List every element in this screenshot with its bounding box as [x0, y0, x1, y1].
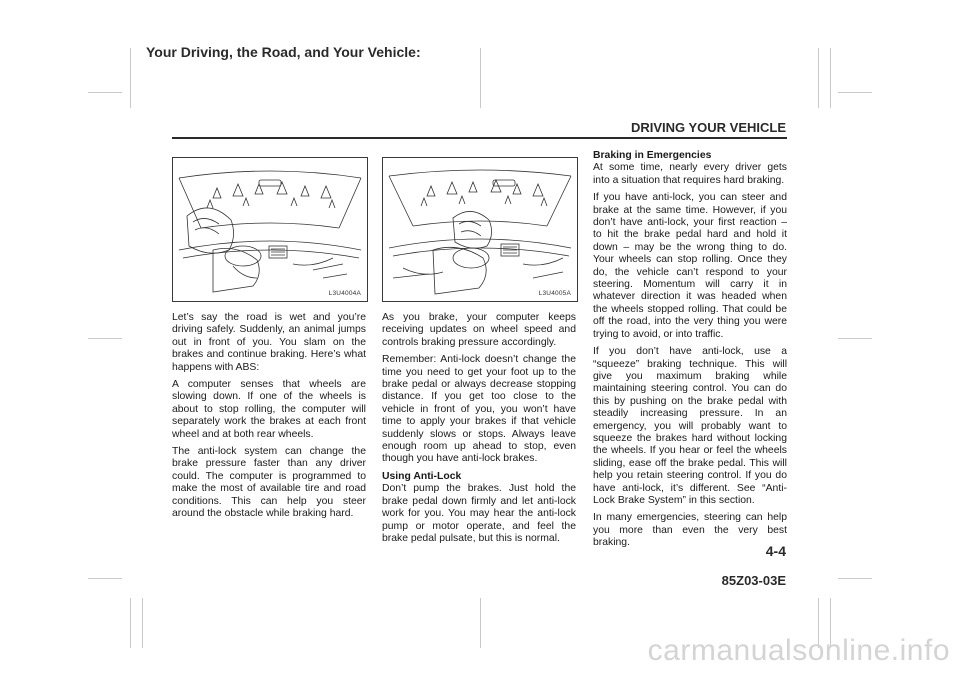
chapter-header: Your Driving, the Road, and Your Vehicle:: [146, 44, 421, 60]
crop-mark: [130, 48, 131, 108]
crop-mark: [142, 598, 143, 648]
crop-mark: [838, 92, 872, 93]
figure-driver-view: [382, 157, 578, 302]
paragraph: The anti-lock system can change the brake pressure faster than any driver could. The computer is programmed to make the most of available tire and road conditions. This can help you steer around the obstacle while braking hard.: [172, 446, 366, 520]
crop-mark: [88, 338, 122, 339]
crop-mark: [818, 48, 819, 108]
crop-mark: [88, 578, 122, 579]
crop-mark: [480, 598, 481, 648]
crop-mark: [830, 48, 831, 108]
header-rule: [172, 137, 787, 139]
crop-mark: [838, 578, 872, 579]
crop-mark: [480, 48, 481, 108]
paragraph: At some time, nearly every driver gets into a situation that requires hard braking.: [593, 162, 787, 186]
paragraph: If you don’t have anti-lock, use a “squeeze” braking technique. This will give you maximum braking while maintaining steering control. You can do this by pushing on the brake pedal with steadily increasing pressure. In an emergency, you will probably want to squeeze the brakes hard without locking the wheels. If you hear or feel the wheels sliding, ease off the brake pedal. This will help you retain steering control. If you do have anti-lock, it’s different. See “Anti-Lock Brake System” in this section.: [593, 346, 787, 506]
subheading-using-anti-lock: Using Anti-Lock: [382, 470, 462, 482]
crop-mark: [88, 92, 122, 93]
paragraph: Remember: Anti-lock doesn’t change the time you need to get your foot up to the brake pedal or always decrease stopping distance. If you get too close to the vehicle in front of you, you won’t have time to apply your brakes if that vehicle suddenly slows or stops. Always leave enough room up ahead to stop, even though you have anti-lock brakes.: [382, 354, 576, 465]
paragraph: If you have anti-lock, you can steer and brake at the same time. However, if you don’t have anti-lock, your first reaction – to hit the brake pedal hard and hold it down – may be the wrong thing to do. Your wheels can stop rolling. Once they do, the vehicle can’t respond to your steering. Momentum will carry it in whatever direction it was headed when the wheels stopped rolling. That could be off the road, into the very thing you were trying to avoid, or into traffic.: [593, 192, 787, 340]
paragraph: As you brake, your computer keeps receiving updates on wheel speed and controls braking pressure accordingly.: [382, 312, 576, 348]
paragraph: In many emergencies, steering can help you more than even the very best braking.: [593, 512, 787, 549]
watermark: carmanualsonline.info: [647, 634, 950, 667]
document-code: 85Z03-03E: [721, 573, 786, 588]
paragraph: A computer senses that wheels are slowing down. If one of the wheels is about to stop rolling, the computer will separately work the brakes at each front wheel and at both rear wheels.: [172, 379, 366, 440]
crop-mark: [838, 338, 872, 339]
figure-driver-view: [172, 157, 368, 302]
subheading-braking-in-emergencies: Braking in Emergencies: [593, 150, 712, 161]
figure-code: L3U4004A: [328, 290, 361, 297]
page-number: 4-4: [765, 543, 786, 559]
paragraph: Don’t pump the brakes. Just hold the brake pedal down firmly and let anti-lock work for you. You may hear the anti-lock pump or motor operate, and feel the brake pedal pulsate, but this is normal.: [382, 483, 576, 544]
figure-code: L3U4005A: [538, 290, 571, 297]
section-title: DRIVING YOUR VEHICLE: [630, 120, 786, 135]
text-column-1: [172, 312, 366, 526]
crop-mark: [130, 598, 131, 648]
text-column-3: [593, 150, 787, 555]
car-interior-illustration-icon: [383, 158, 577, 301]
paragraph: Let’s say the road is wet and you’re driving safely. Suddenly, an animal jumps out in front of you. You slam on the brakes and continue braking. Here’s what happens with ABS:: [172, 312, 366, 373]
text-column-2: [382, 312, 576, 550]
car-interior-illustration-icon: [173, 158, 367, 301]
